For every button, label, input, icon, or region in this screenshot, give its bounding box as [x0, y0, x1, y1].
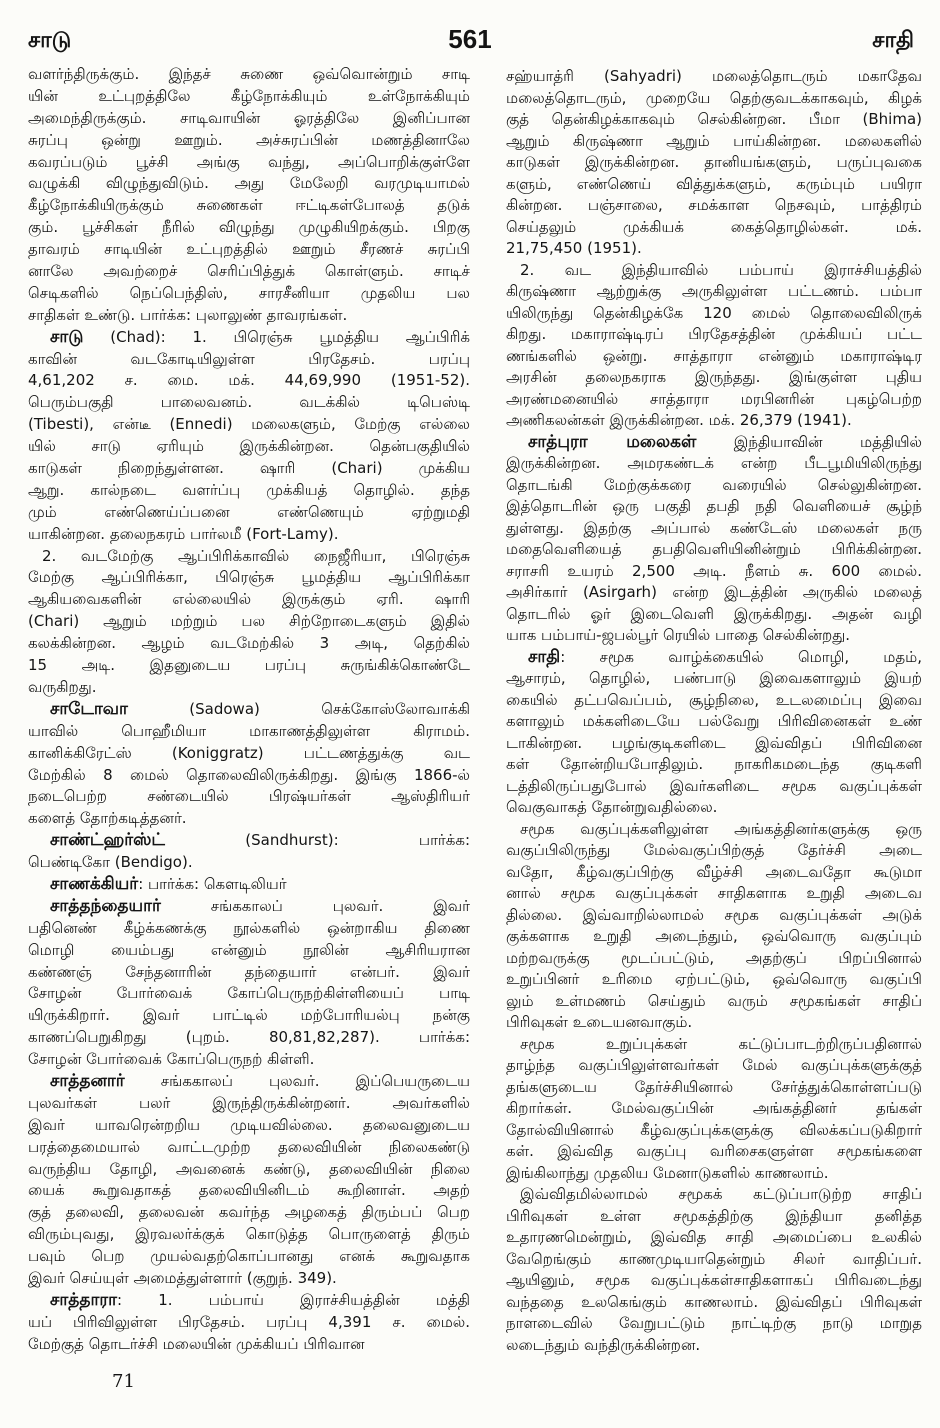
- text-line: சோழன் போர்வைக் கோப்பெருநற் கிள்ளி.: [28, 1050, 315, 1069]
- text-line: செய்தலும் முக்கியக் கைத்தொழில்கள். மக்.: [506, 217, 922, 236]
- running-head-left: சாடு: [28, 28, 72, 53]
- text-line: குத் தென்கிழக்காகவும் செல்கின்றன. பீமா (Bhima): [506, 110, 922, 128]
- text-line: பரத்தைமையால் வாட்டமுற்ற தலைவியின் நிலைகண்டு: [28, 1137, 470, 1156]
- text-line: [506, 432, 922, 454]
- text-line: சராசரி உயரம் 2,500 அடி. நீளம் சு. 600 மைல்.: [506, 561, 922, 580]
- paragraph: [28, 327, 470, 546]
- text-line: கள். இவ்வித வகுப்பு வரிசைகளுள்ள சமூகங்களை: [506, 1142, 922, 1160]
- text-line: கானிக்கிரேட்ஸ் (Koniggratz) பட்டணத்துக்கு வட: [28, 743, 470, 762]
- text-line: யில் சாடு ஏரியும் இருக்கின்றன. தென்பகுதியில்: [28, 437, 470, 456]
- paragraph: [28, 546, 470, 699]
- text-line: வருகிறது.: [28, 677, 97, 696]
- text-line: தாவரம் சாடியின் உட்புறத்தில் ஊறும் சீரணச் சுரப்பி: [28, 240, 470, 259]
- text-line: ஆசாரம், தொழில், பண்பாடு இவைகளாலும் இயற்: [506, 669, 922, 687]
- headword-line-text: : 1. பம்பாய் இராச்சியத்தின் மத்தி: [117, 1290, 470, 1309]
- paragraph: [28, 64, 470, 327]
- running-head-right: சாதி: [872, 28, 914, 53]
- text-line: னால் சமூக வகுப்புக்கள் சாதிகளாக உறுதி அடைவ: [506, 884, 922, 902]
- headword-line-text: : சமூக வாழ்க்கையில் மொழி, மதம்,: [560, 647, 922, 666]
- text-line: மும் எண்ணெய்ப்பனை எண்ணெயும் ஏற்றுமதி: [28, 502, 470, 521]
- text-line: களாலும் மக்களிடையே பல்வேறு பிரிவினைகள் உண்: [506, 712, 922, 730]
- text-line: கள் தோன்றியபோதிலும். நாகரிகமடைந்த குடிகளி: [506, 755, 922, 773]
- text-line: களைத் தோற்கடித்தனர்.: [28, 809, 187, 828]
- text-line: சுரப்பு ஒன்று ஊறும். அச்சுரப்பின் மணத்தினாலே: [28, 130, 470, 149]
- text-line: இத்தொடரின் ஒரு பகுதி தபதி நதி வெளியைச் சூழ்ந்: [506, 497, 922, 515]
- text-line: மதைவெளியைத் தபதிவெளியினின்றும் பிரிக்கின்றன.: [506, 540, 922, 558]
- text-line: மற்றவருக்கு மூடப்பட்டும், அதற்குப் பிறப்பினால்: [506, 948, 922, 967]
- text-line: செடிகளில் நெப்பெந்திஸ், சாரசீனியா முதலிய பல: [28, 283, 470, 302]
- entry-headword: சாத்தாரா: [50, 1289, 117, 1310]
- text-line: காடுகள் இருக்கின்றன. தானியங்களும், பருப்புவகை: [506, 153, 922, 171]
- text-line: பிரிவுகள் உடையனவாகும்.: [506, 1013, 693, 1031]
- text-line: சமூக வகுப்புக்களிலுள்ள அங்கத்தினர்களுக்கு ஒரு: [520, 819, 922, 838]
- text-line: தாழ்ந்த வகுப்பிலுள்ளவர்கள் மேல் வகுப்புக்களுக்குத்: [506, 1056, 922, 1074]
- text-line: புலவர்கள் பலர் இருந்திருக்கின்றனர். அவர்களில்: [28, 1093, 470, 1112]
- text-line: தொடங்கி மேற்குக்கரை வரையில் செல்லுகின்றன.: [506, 475, 922, 494]
- text-line: [28, 327, 470, 349]
- text-line: கலக்கின்றன. ஆழம் வடமேற்கில் 3 அடி, தெற்கில்: [28, 634, 470, 653]
- text-line: ஆறு. கால்நடை வளர்ப்பு முக்கியத் தொழில். தந்த: [28, 480, 470, 499]
- entry-headword: சாதி: [528, 646, 561, 667]
- text-line: களும், எண்ணெய் வித்துக்களும், கரும்பும் பயிரா: [506, 174, 922, 193]
- text-line: 2. வட இந்தியாவில் பம்பாய் இராச்சியத்தில்: [520, 260, 922, 279]
- page-number: 561: [448, 24, 492, 54]
- text-line: 15 அடி. இதனுடைய பரப்பு சுருங்கிக்கொண்டே: [28, 656, 470, 675]
- text-line: கண்ணஞ் சேந்தனாரின் தந்தையார் என்பர். இவர்: [28, 962, 470, 981]
- text-line: டத்திலிருப்பதுபோல் இவர்களிடை சமூக வகுப்புக்கள்: [506, 776, 922, 795]
- text-line: வழுக்கி விழுந்துவிடும். அது மேலேறி வரமுடியாமல்: [28, 174, 470, 193]
- text-line: பவும் பெற முயல்வதற்கொப்பானது எனக் கூறுவதாக: [28, 1247, 470, 1266]
- entry-headword: சாத்புரா மலைகள்: [528, 431, 697, 452]
- continued-text: [28, 64, 470, 327]
- left-column: [28, 64, 470, 1364]
- text-line: காவின் வடகோடியிலுள்ள பிரதேசம். பரப்பு: [28, 349, 470, 368]
- text-line: கிருஷ்ணா ஆற்றுக்கு அருகிலுள்ள பட்டணம். பம்பா: [506, 282, 922, 300]
- entry-headword: சாடு: [50, 326, 84, 347]
- text-line: பெரும்பகுதி பாலைவனம். வடக்கில் டிபெஸ்டி: [28, 393, 470, 412]
- text-line: யிருக்கிறார். இவர் பாட்டில் மற்போரியல்பு நன்கு: [28, 1006, 470, 1025]
- text-line: இருக்கின்றன. அமரகண்டக் என்ற பீடபூமியிலிருந்து: [506, 454, 922, 472]
- text-line: [28, 830, 470, 852]
- paragraph: [506, 260, 922, 432]
- text-line: யாக பம்பாய்-ஜபல்பூர் ரெயில் பாதை செல்கின்றது.: [506, 626, 851, 644]
- text-line: துள்ளது. இதற்கு அப்பால் கண்டேஸ் மலைகள் நரு: [506, 518, 922, 537]
- signature-mark: 71: [112, 1371, 135, 1392]
- text-line: அசிர்கார் (Asirgarh) என்ற இடத்தின் அருகில் மலைத்: [506, 583, 922, 601]
- text-line: நடைபெற்ற சண்டையில் பிரஷ்யர்கள் ஆஸ்திரியர்: [28, 787, 470, 806]
- text-line: காடுகள் நிறைந்துள்ளன. ஷாரி (Chari) முக்கிய: [28, 459, 470, 478]
- text-line: யிலிருந்து தென்கிழக்கே 120 மைல் தொலைவிலிருக்: [506, 303, 922, 322]
- entry: [28, 830, 470, 874]
- paragraph: [506, 647, 922, 819]
- paragraph: [506, 819, 922, 1034]
- text-line: [28, 699, 470, 721]
- text-line: ஆறும் கிருஷ்ணா ஆறும் பாய்கின்றன. மலைகளில்: [506, 131, 922, 150]
- text-line: சாதிகள் உண்டு. பார்க்க: புலாலுண் தாவரங்கள்.: [28, 305, 348, 324]
- text-line: 4,61,202 ச. மை. மக். 44,69,990 (1951-52).: [28, 371, 470, 390]
- text-line: யின் உட்புறத்திலே கீழ்நோக்கியும் உள்நோக்கியும்: [28, 86, 470, 105]
- text-line: கிறது. மகாராஷ்டிரப் பிரதேசத்தின் முக்கியப் பட்ட: [506, 325, 922, 343]
- text-line: [28, 1290, 470, 1312]
- entry: [506, 647, 922, 1357]
- text-line: (Tibesti), என்டீ (Ennedi) மலைகளும், மேற்கு எல்லை: [28, 415, 470, 434]
- text-line: இவர் செய்யுள் அமைத்துள்ளார் (குறுந். 349).: [28, 1268, 337, 1287]
- entry: [28, 327, 470, 699]
- entry-headword: சாத்தந்தையார்: [50, 895, 161, 916]
- text-line: 2. வடமேற்கு ஆப்பிரிக்காவில் நைஜீரியா, பிரெஞ்சு: [42, 546, 470, 565]
- text-line: கவரப்படும் பூச்சி அங்கு வந்து, அப்பொறிக்குள்ளே: [28, 152, 470, 171]
- headword-line-text: (Chad): 1. பிரெஞ்சு பூமத்திய ஆப்பிரிக்: [83, 327, 470, 346]
- text-line: அமைந்திருக்கும். சாடிவாயின் ஓரத்திலே இனிப்பான: [28, 108, 470, 127]
- paragraph: [28, 1071, 470, 1290]
- text-line: தோல்வியினால் கீழ்வகுப்புக்களுக்கு விலக்கப்படுகிறார்: [506, 1120, 922, 1139]
- paragraph: [28, 1290, 470, 1356]
- entry-headword: சாத்தனார்: [50, 1070, 125, 1091]
- text-line: சஹ்யாத்ரி (Sahyadri) மலைத்தொடரும் மகாதேவ: [506, 67, 922, 85]
- text-line: குத் தலைவி, தலைவன் கவர்ந்த அழகைத் திரும்பப் பெற: [28, 1203, 470, 1222]
- text-line: வந்ததை உலகெங்கும் காணலாம். இவ்விதப் பிரிவுகள்: [506, 1292, 922, 1311]
- paragraph: [506, 432, 922, 647]
- text-line: மேற்கில் 8 மைல் தொலைவிலிருக்கிறது. இங்கு 1866-ல்: [28, 765, 470, 784]
- text-line: கும். பூச்சிகள் நீரில் விழுந்து முழுகியிறக்கும். பிறகு: [28, 218, 470, 237]
- text-line: வெகுவாகத் தோன்றுவதில்லை.: [506, 798, 718, 816]
- text-line: சமூக உறுப்புக்கள் கட்டுப்பாடற்றிருப்பதினால்: [520, 1034, 922, 1053]
- headword-line-text: சங்ககாலப் புலவர். இவர்: [160, 896, 470, 915]
- entry: [28, 1071, 470, 1290]
- text-line: உதாரணமென்றும், இவ்வித சாதி அமைப்பை உலகில்: [506, 1228, 922, 1246]
- text-line: நாளடைவில் வேறுபட்டும் நாட்டிற்கு நாடு மாறுத: [506, 1314, 922, 1332]
- paragraph: [506, 1034, 922, 1185]
- entry: [28, 699, 470, 830]
- text-line: மேற்கு ஆப்பிரிக்கா, பிரெஞ்சு பூமத்திய ஆப்பிரிக்கா: [28, 568, 470, 587]
- text-line: இங்கிலாந்து முதலிய மேனாடுகளில் காணலாம்.: [506, 1163, 829, 1182]
- text-line: [506, 647, 922, 669]
- text-line: மேற்குத் தொடர்ச்சி மலையின் முக்கியப் பிரிவான: [28, 1334, 365, 1353]
- text-line: யாவில் பொஹீமியா மாகாணத்திலுள்ள கிராமம்.: [28, 721, 470, 740]
- text-line: லும் உள்மணம் செய்தும் வரும் சமூகங்கள் சாதிப்: [506, 991, 922, 1010]
- text-line: காணப்பெறுகிறது (புறம். 80,81,82,287). பார்க்க:: [28, 1028, 470, 1047]
- text-line: [28, 1071, 470, 1093]
- text-line: அரண்மனையில் சாத்தாரா மரபினரின் புகழ்பெற்ற: [506, 389, 922, 408]
- text-line: சோழன் போர்வைக் கோப்பெருநற்கிள்ளியைப் பாடி: [28, 984, 470, 1003]
- entry-headword: சாணக்கியர்: [50, 873, 139, 894]
- text-line: அணிகலன்கள் இருக்கின்றன. மக். 26,379 (1941).: [506, 411, 852, 429]
- text-line: வதோ, கீழ்வகுப்பிற்கு வீழ்ச்சி அடைவதோ கூடுமா: [506, 862, 922, 881]
- text-line: கையில் தட்பவெப்பம், சூழ்நிலை, உடலமைப்பு இவை: [506, 690, 922, 709]
- text-line: ஆகியவைகளின் எல்லையில் இருக்கும் ஏரி. ஷாரி: [28, 590, 470, 609]
- text-line: யைக் கூறுவதாகத் தலைவியினிடம் கூறினாள். அதற்: [28, 1181, 470, 1200]
- text-line: னாலே அவற்றைச் செரிப்பித்துக் கொள்ளும். சாடிச்: [28, 262, 470, 281]
- paragraph: [506, 66, 922, 260]
- text-line: தொடரில் ஓர் இடைவெளி இருக்கிறது. அதன் வழி: [506, 604, 922, 623]
- text-line: யாகின்றன. தலைநகரம் பார்லமீ (Fort-Lamy).: [28, 524, 339, 543]
- text-line: பெண்டிகோ (Bendigo).: [28, 853, 193, 872]
- paragraph: [28, 830, 470, 874]
- entry-headword: சாடோவா: [50, 698, 128, 719]
- text-line: கிறார்கள். மேல்வகுப்பின் அங்கத்தினர் தங்கள்: [506, 1099, 922, 1117]
- text-line: குக்களாக உறுதி அடைந்தும், ஒவ்வொரு வகுப்பும்: [506, 927, 922, 945]
- text-line: இவ்விதமில்லாமல் சமூகக் கட்டுப்பாடுற்ற சாதிப்: [520, 1185, 922, 1203]
- entry: [506, 432, 922, 647]
- text-line: கின்றன. பஞ்சாலை, சமக்காள நெசவும், பாத்திரம்: [506, 196, 922, 214]
- text-line: கீழ்நோக்கியிருக்கும் சுணைகள் ஈட்டிகள்போலத் தடுக்: [28, 196, 470, 215]
- paragraph: [28, 896, 470, 1071]
- right-column: [506, 66, 922, 1366]
- text-line: மலைத்தொடரும், முறையே தெற்குவடக்காகவும், கிழக்: [506, 88, 922, 107]
- continued-text: [506, 66, 922, 432]
- paragraph: [506, 1184, 922, 1356]
- paragraph: [28, 874, 470, 896]
- text-line: விரும்புவது, இரவலர்க்குக் கொடுத்த பொருளைத் திரும்: [28, 1225, 470, 1244]
- text-line: தங்களுடைய தேர்ச்சியினால் சேர்த்துக்கொள்ளப்படு: [506, 1077, 922, 1096]
- text-line: லடைந்தும் வந்திருக்கின்றன.: [506, 1335, 701, 1354]
- text-line: அரசின் தலைநகராக இருந்தது. இங்குள்ள புதிய: [506, 368, 922, 386]
- text-line: ஆயினும், சமூக வகுப்புக்கள்சாதிகளாகப் பிரிவடைந்து: [506, 1271, 922, 1289]
- text-line: (Chari) ஆறும் மற்றும் பல சிற்றோடைகளும் இதில்: [28, 612, 470, 631]
- text-line: வேறெங்கும் காணமுடியாதென்றும் சிலர் வாதிப்பர்.: [506, 1249, 922, 1268]
- text-line: டாகின்றன. பழங்குடிகளிடை இவ்விதப் பிரிவினை: [506, 733, 922, 752]
- paragraph: [28, 699, 470, 830]
- entry-headword: சாண்ட்ஹர்ஸ்ட்: [50, 830, 165, 851]
- text-line: இவர் யாவரென்றறிய முடியவில்லை. தலைவனுடைய: [28, 1115, 470, 1134]
- headword-line-text: சங்ககாலப் புலவர். இப்பெயருடைய: [124, 1071, 470, 1090]
- text-line: யப் பிரிவிலுள்ள பிரதேசம். பரப்பு 4,391 ச. மைல்.: [28, 1312, 470, 1331]
- entry: [28, 1290, 470, 1356]
- headword-line-text: (Sandhurst): பார்க்க:: [164, 831, 470, 850]
- text-line: [28, 874, 470, 896]
- headword-line-text: (Sadowa) செக்கோஸ்லோவாக்கி: [127, 699, 470, 718]
- text-line: வகுப்பிலிருந்து மேல்வகுப்பிற்குத் தேர்ச்சி அடை: [506, 841, 922, 859]
- text-line: பிரிவுகள் உள்ள சமூகத்திற்கு இந்தியா தனித்த: [506, 1206, 922, 1225]
- headword-line-text: இந்தியாவின் மத்தியில்: [696, 432, 922, 451]
- text-line: வளர்ந்திருக்கும். இந்தச் சுணை ஒவ்வொன்றும் சாடி: [28, 65, 470, 83]
- text-line: தில்லை. இவ்வாறில்லாமல் சமூக வகுப்புக்கள் அடுக்: [506, 905, 922, 924]
- text-line: பதினெண் கீழ்க்கணக்கு நூல்களில் ஒன்றாகிய திணை: [28, 918, 470, 937]
- text-line: மொழி யைம்பது என்னும் நூலின் ஆசிரியரான: [28, 940, 470, 959]
- headword-line-text: : பார்க்க: கௌடிலியர்: [138, 874, 287, 893]
- text-line: [28, 896, 470, 918]
- text-line: ணங்களில் ஒன்று. சாத்தாரா என்னும் மகாராஷ்டிர: [506, 346, 922, 365]
- entry: [28, 896, 470, 1071]
- text-line: உறுப்பினர் உரிமை ஏற்பட்டும், ஒவ்வொரு வகுப்பி: [506, 970, 922, 988]
- text-line: 21,75,450 (1951).: [506, 239, 642, 257]
- entry: [28, 874, 470, 896]
- text-line: வருந்திய தோழி, அவனைக் கண்டு, தலைவியின் நிலை: [28, 1159, 470, 1178]
